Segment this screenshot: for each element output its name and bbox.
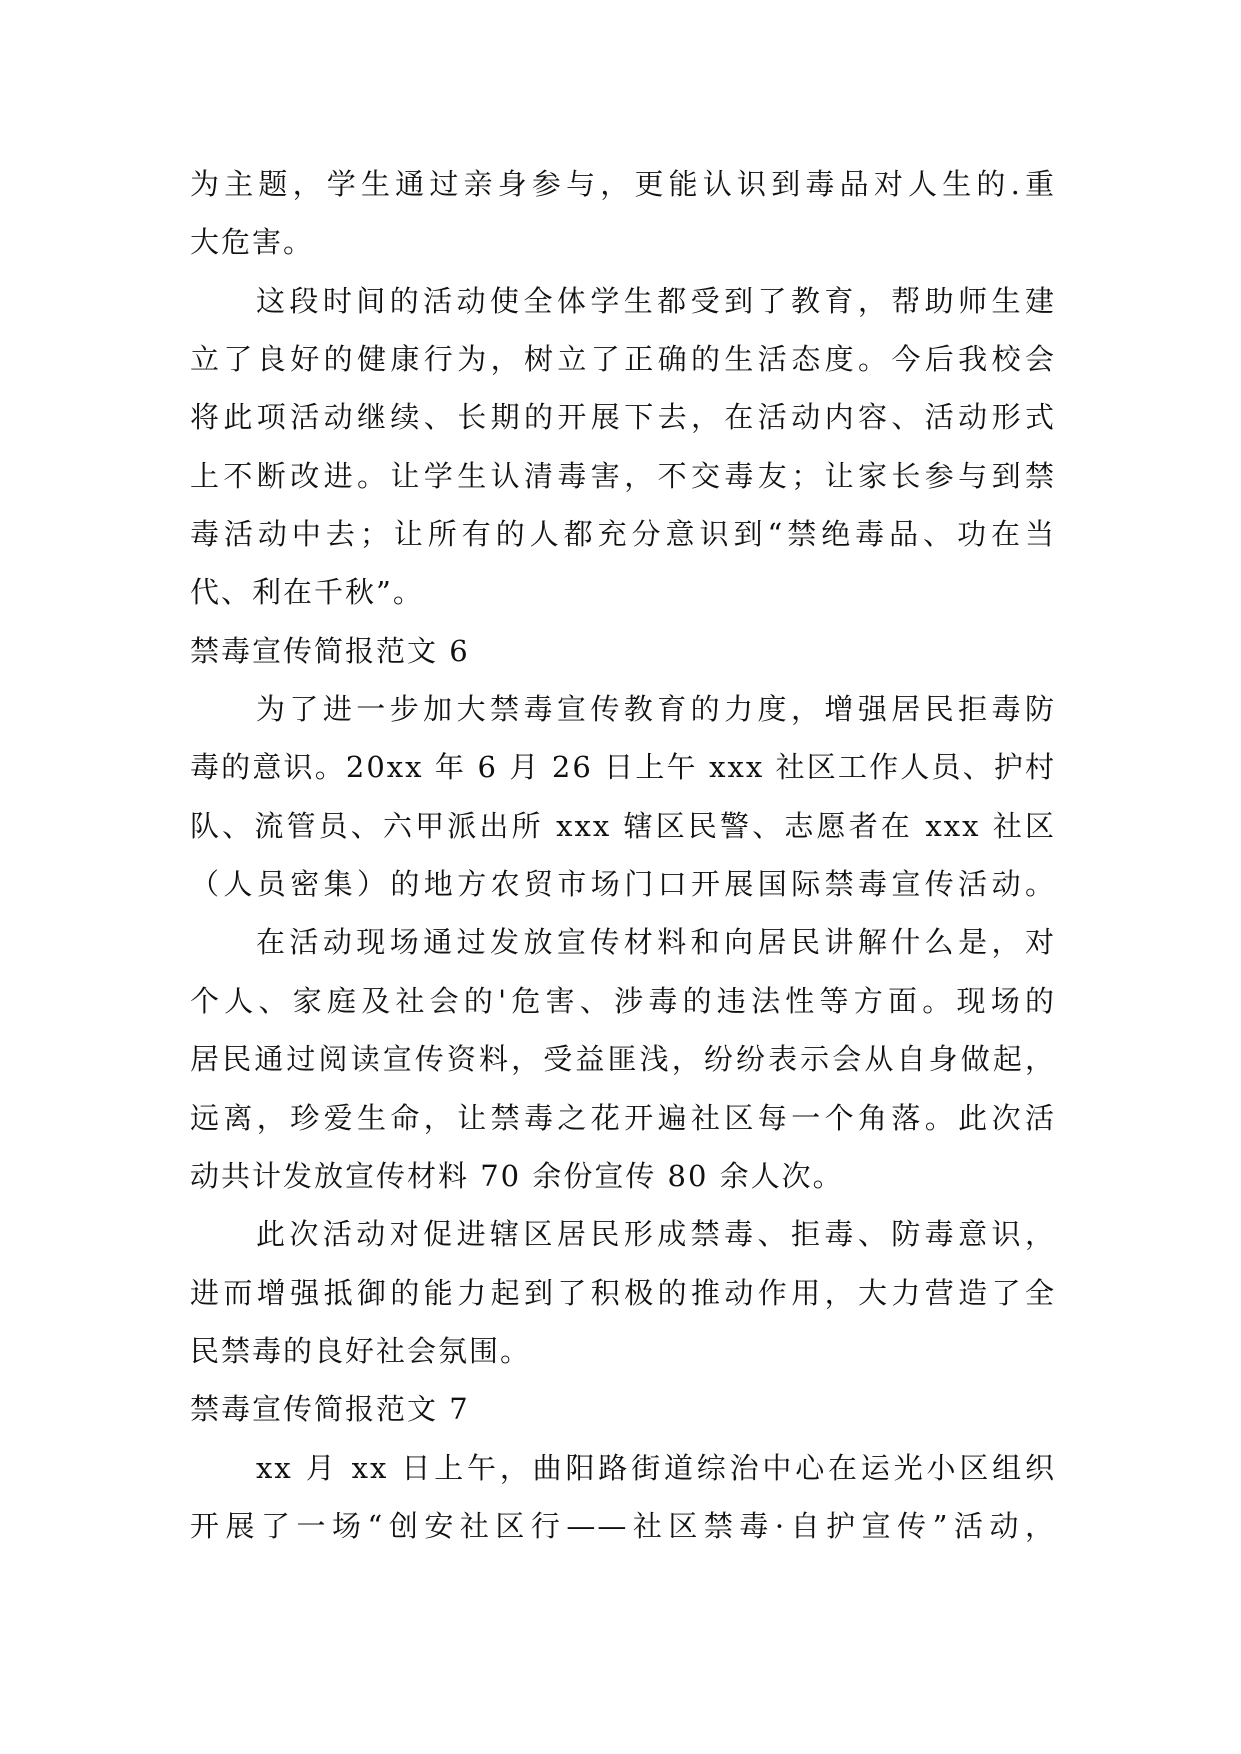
text-line: （人员密集）的地方农贸市场门口开展国际禁毒宣传活动。 bbox=[190, 867, 1056, 902]
text-line: 这段时间的活动使全体学生都受到了教育，帮助师生建 bbox=[256, 283, 1056, 318]
text-line: 上不断改进。让学生认清毒害，不交毒友；让家长参与到禁 bbox=[190, 458, 1056, 493]
paragraph bbox=[190, 922, 1056, 1214]
text-line: xx 月 xx 日上午，曲阳路街道综治中心在运光小区组织 bbox=[256, 1450, 1056, 1485]
text-line: 进而增强抵御的能力起到了积极的推动作用，大力营造了全 bbox=[190, 1275, 1056, 1310]
paragraph bbox=[190, 164, 1056, 281]
paragraph bbox=[190, 1448, 1056, 1565]
document-page bbox=[190, 164, 1056, 1564]
text-line: 毒的意识。20xx 年 6 月 26 日上午 xxx 社区工作人员、护村 bbox=[190, 750, 1056, 785]
section-heading: 禁毒宣传简报范文 6 bbox=[190, 633, 470, 668]
text-line: 立了良好的健康行为，树立了正确的生活态度。今后我校会 bbox=[190, 342, 1056, 377]
text-line: 为了进一步加大禁毒宣传教育的力度，增强居民拒毒防 bbox=[256, 692, 1056, 727]
paragraph bbox=[190, 689, 1056, 922]
text-line: 代、利在千秋”。 bbox=[190, 575, 424, 610]
text-line: 队、流管员、六甲派出所 xxx 辖区民警、志愿者在 xxx 社区 bbox=[190, 808, 1056, 843]
text-line: 大危害。 bbox=[190, 225, 315, 260]
text-line: 将此项活动继续、长期的开展下去，在活动内容、活动形式 bbox=[190, 400, 1056, 435]
text-line: 毒活动中去；让所有的人都充分意识到“禁绝毒品、功在当 bbox=[190, 517, 1056, 552]
text-line: 远离，珍爱生命，让禁毒之花开遍社区每一个角落。此次活 bbox=[190, 1100, 1056, 1135]
text-line: 在活动现场通过发放宣传材料和向居民讲解什么是，对 bbox=[256, 925, 1056, 960]
text-line: 民禁毒的良好社会氛围。 bbox=[190, 1333, 532, 1368]
text-line: 为主题，学生通过亲身参与，更能认识到毒品对人生的.重 bbox=[190, 167, 1056, 201]
section-heading: 禁毒宣传简报范文 7 bbox=[190, 1392, 470, 1427]
paragraph bbox=[190, 281, 1056, 631]
text-line: 开展了一场“创安社区行——社区禁毒·自护宣传”活动， bbox=[190, 1508, 1056, 1543]
text-line: 动共计发放宣传材料 70 余份宣传 80 余人次。 bbox=[190, 1158, 844, 1193]
text-line: 个人、家庭及社会的'危害、涉毒的违法性等方面。现场的 bbox=[190, 983, 1056, 1018]
text-line: 此次活动对促进辖区居民形成禁毒、拒毒、防毒意识， bbox=[256, 1217, 1056, 1252]
paragraph bbox=[190, 1214, 1056, 1389]
text-line: 居民通过阅读宣传资料，受益匪浅，纷纷表示会从自身做起， bbox=[190, 1042, 1056, 1077]
